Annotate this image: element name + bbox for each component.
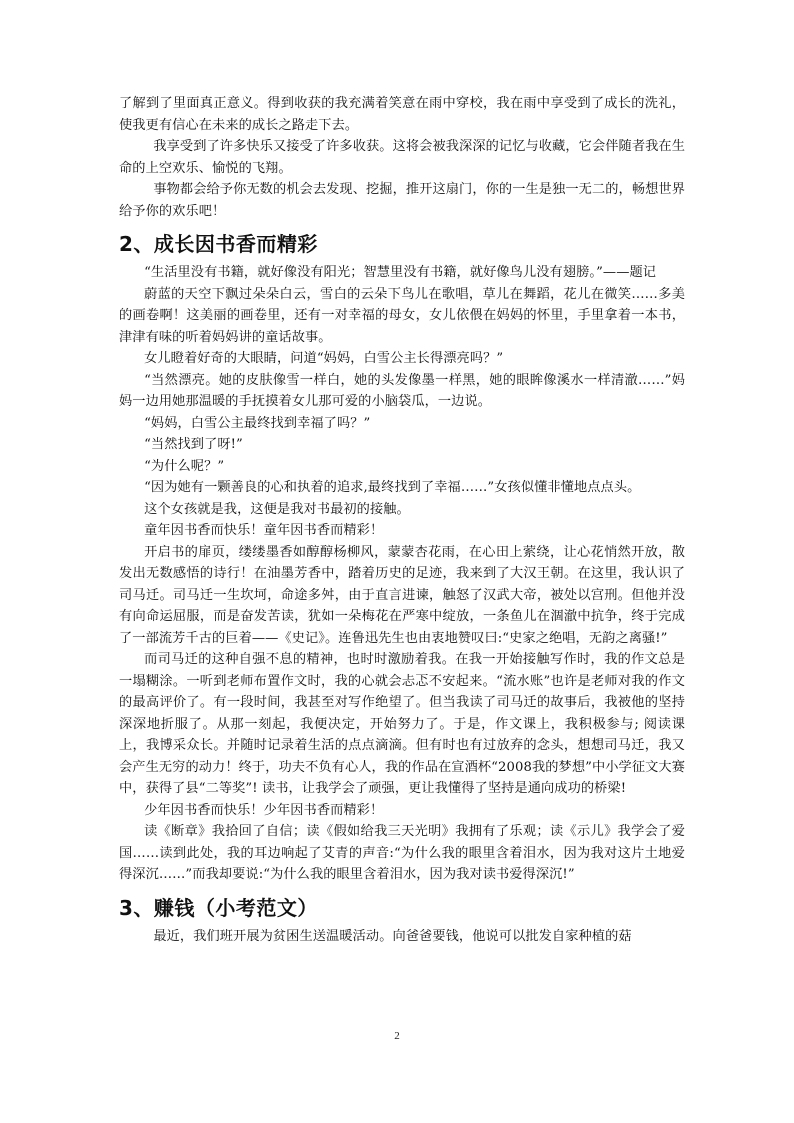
paragraph: “因为她有一颗善良的心和执着的追求,最终找到了幸福……”女孩似懂非懂地点点头。 <box>144 480 641 495</box>
paragraph: 这个女孩就是我，这便是我对书最初的接触。 <box>144 501 410 517</box>
paragraph: “当然找到了呀!” <box>144 437 243 452</box>
paragraph: 童年因书香而快乐！童年因书香而精彩！ <box>144 523 384 538</box>
paragraph: 最近，我们班开展为贫困生送温暖活动。向爸爸要钱，他说可以批发自家种植的菇 <box>153 928 632 944</box>
paragraph: “妈妈，白雪公主最终找到幸福了吗？” <box>144 415 371 431</box>
paragraph: 而司马迁的这种自强不息的精神，也时时激励着我。在我一开始接触写作时，我的作文总是一塌糊涂。一听到老师布置作文时，我的心就会忐忑不安起来。“流水账”也许是老师对我的作文的最高评价了。有一段时间，我甚至对写作绝望了。但当我读了司马迁的故事后，我被他的坚持深深地折服了。从那一刻起，我便决定，开始努力了。于是，作文课上，我积极参与; 阅读课上，我博采众长。并随时记录着生活的点点滴滴。但有时也有过放弃的念头，想想司马迁，我又会产生无穷的动力！终于，功夫不负有心人，我的作品在宣酒杯“2008我的梦想”中小学征文大赛中，获得了县“二等奖”! 读书，让我学会了顽强，更让我懂得了坚持是通向成功的桥梁! <box>119 652 685 796</box>
paragraph: 事物都会给予你无数的机会去发现、挖掘，推开这扇门，你的一生是独一无二的，畅想世界给予你的欢乐吧！ <box>119 182 685 219</box>
page-number: 2 <box>394 1030 400 1042</box>
paragraph: 了解到了里面真正意义。得到收获的我充满着笑意在雨中穿校，我在雨中享受到了成长的洗礼，使我更有信心在未来的成长之路走下去。 <box>119 96 685 133</box>
epigraph: “生活里没有书籍，就好像没有阳光；智慧里没有书籍，就好像鸟儿没有翅膀。”——题记 <box>144 265 657 280</box>
paragraph: 读《断章》我拾回了自信；读《假如给我三天光明》我拥有了乐观；读《示儿》我学会了爱国……读到此处，我的耳边响起了艾青的声音:“为什么我的眼里含着泪水，因为我对这片土地爱得深沉……”而我却要说:“为什么我的眼里含着泪水，因为我对读书爱得深沉!” <box>119 824 685 882</box>
section-heading: 2、成长因书香而精彩 <box>119 232 318 256</box>
paragraph: “当然漂亮。她的皮肤像雪一样白，她的头发像墨一样黑，她的眼眸像溪水一样清澈……”妈妈一边用她那温暖的手抚摸着女儿那可爱的小脑袋瓜，一边说。 <box>119 372 685 409</box>
paragraph: 开启书的扉页，缕缕墨香如醇醇杨柳风，蒙蒙杏花雨，在心田上萦绕，让心花悄然开放，散发出无数感悟的诗行！在油墨芳香中，踏着历史的足迹，我来到了大汉王朝。在这里，我认识了司马迁。司马迁一生坎坷，命途多舛，由于直言进谏，触怒了汉武大帝，被处以宫刑。但他并没有向命运屈服，而是奋发苦读，犹如一朵梅花在严寒中绽放，一条鱼儿在涸澈中抗争，终于完成了一部流芳千古的巨着——《史记》。连鲁迅先生也由衷地赞叹曰:“史家之绝唱，无韵之离骚!” <box>119 544 685 646</box>
document-body <box>119 93 685 947</box>
paragraph: 少年因书香而快乐！少年因书香而精彩！ <box>144 802 384 818</box>
paragraph: 女儿瞪着好奇的大眼睛，问道“妈妈，白雪公主长得漂亮吗？” <box>144 351 504 366</box>
paragraph: 我享受到了许多快乐又接受了许多收获。这将会被我深深的记忆与收藏，它会伴随者我在生命的上空欢乐、愉悦的飞翔。 <box>119 139 685 176</box>
paragraph: “为什么呢？” <box>144 458 225 474</box>
paragraph: 蔚蓝的天空下飘过朵朵白云，雪白的云朵下鸟儿在歌唱，草儿在舞蹈，花儿在微笑……多美的画卷啊！这美丽的画卷里，还有一对幸福的母女，女儿依偎在妈妈的怀里，手里拿着一本书，津津有味的听着妈妈讲的童话故事。 <box>119 286 685 345</box>
section-heading: 3、赚钱（小考范文） <box>119 895 318 920</box>
